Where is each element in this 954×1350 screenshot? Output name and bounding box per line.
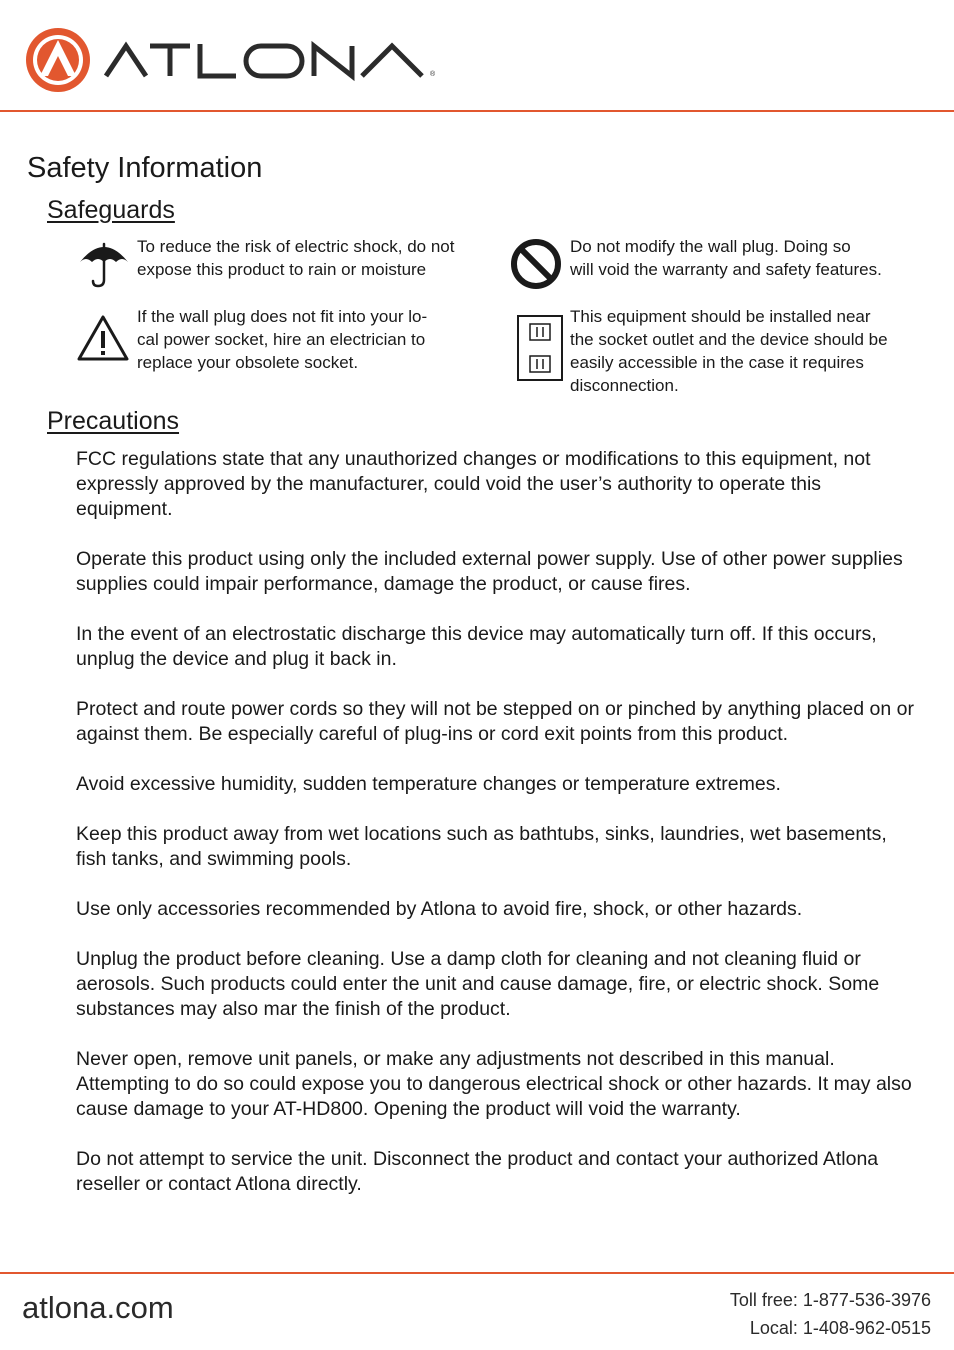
safeguards-heading: Safeguards bbox=[47, 196, 175, 224]
contact-info bbox=[730, 1286, 931, 1342]
toll-free-number: Toll free: 1-877-536-3976 bbox=[729, 1290, 931, 1310]
footer-divider bbox=[0, 1272, 954, 1274]
safeguard-text-socket: If the wall plug does not fit into your lo- cal power socket, hire an electrician to replace your obsolete socket. bbox=[137, 307, 428, 372]
local-number: Local: 1-408-962-0515 bbox=[749, 1318, 931, 1338]
umbrella-icon bbox=[78, 236, 130, 288]
precaution-paragraph: Protect and route power cords so they will not be stepped on or pinched by anything placed on or against them. Be especially careful of plug-ins or cord exit points from this product. bbox=[76, 698, 914, 745]
atlona-logo-graphic bbox=[22, 24, 442, 94]
precaution-paragraph: FCC regulations state that any unauthorized changes or modifications to this equipment, not expressly approved by the manufacturer, could void the user’s authority to operate this equipment. bbox=[76, 448, 871, 520]
precaution-paragraph: Operate this product using only the included external power supply. Use of other power supplies supplies could impair performance, damage the product, or cause fires. bbox=[76, 548, 903, 595]
precaution-paragraph: Unplug the product before cleaning. Use a damp cloth for cleaning and not cleaning fluid or aerosols. Such products could enter the unit and cause damage, fire, or electric shock. Some substances may also mar the finish of the product. bbox=[76, 948, 880, 1020]
precautions-list bbox=[76, 447, 916, 1222]
precaution-paragraph: Use only accessories recommended by Atlona to avoid fire, shock, or other hazards. bbox=[76, 898, 803, 920]
safeguard-text-outlet: This equipment should be installed near the socket outlet and the device should be easily accessible in the case it requires disconnection. bbox=[570, 307, 888, 395]
precautions-heading: Precautions bbox=[47, 407, 180, 435]
safeguard-text-plug: Do not modify the wall plug. Doing so will void the warranty and safety features. bbox=[570, 237, 882, 279]
precaution-paragraph: In the event of an electrostatic discharge this device may automatically turn off. If this occurs, unplug the device and plug it back in. bbox=[76, 623, 877, 670]
no-symbol-icon bbox=[510, 238, 562, 290]
power-outlet-icon bbox=[516, 314, 564, 382]
registered-mark: ® bbox=[430, 71, 436, 78]
precaution-paragraph: Never open, remove unit panels, or make any adjustments not described in this manual. Attempting to do so could expose you to dangerous electrical shock or other hazards. It may also cause damage to your AT-HD800. Opening the product will void the warranty. bbox=[76, 1048, 912, 1120]
precaution-paragraph: Keep this product away from wet locations such as bathtubs, sinks, laundries, wet basements, fish tanks, and swimming pools. bbox=[76, 823, 887, 870]
precaution-paragraph: Do not attempt to service the unit. Disconnect the product and contact your authorized Atlona reseller or contact Atlona directly. bbox=[76, 1148, 879, 1195]
warning-triangle-icon bbox=[76, 314, 130, 362]
atlona-logo bbox=[22, 24, 442, 94]
page-title: Safety Information bbox=[27, 152, 263, 184]
safeguard-text-rain: To reduce the risk of electric shock, do not expose this product to rain or moisture bbox=[137, 237, 455, 279]
website-link[interactable]: atlona.com bbox=[22, 1290, 174, 1325]
header-divider bbox=[0, 110, 954, 112]
precaution-paragraph: Avoid excessive humidity, sudden temperature changes or temperature extremes. bbox=[76, 773, 781, 795]
